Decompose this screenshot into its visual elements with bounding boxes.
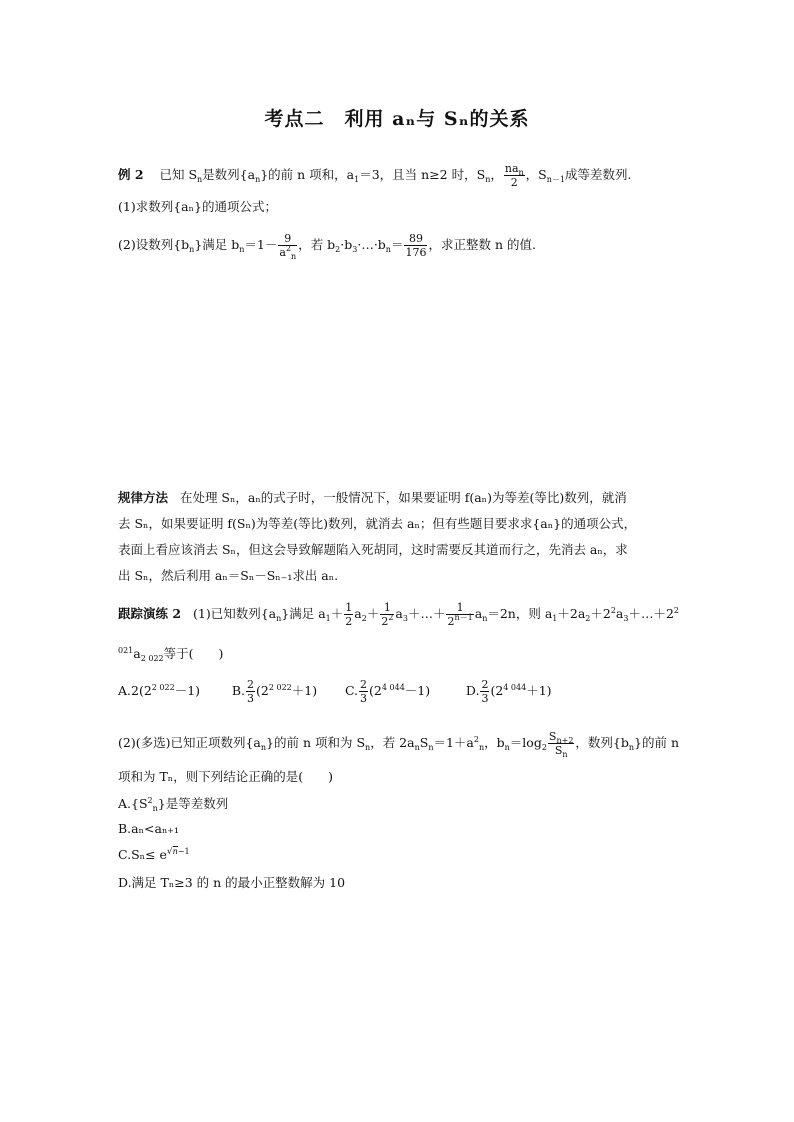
method-line-1: 规律方法 在处理 Sₙ，aₙ的式子时，一般情况下，如果要证明 f(aₙ)为等差(等比)数列，就消 [118, 490, 627, 505]
practice-1-options [118, 679, 552, 704]
question-2: (2)设数列$\{b_n\}$满足 $b_n=1-$ $\frac{9}{a^2_n}$ ，若 $b_2\cdot b_3\cdot\dots\cdot b_n=$ $\frac{89}{176}$ ，求正整数 n 的值. [118, 232, 536, 261]
fraction-nan-over-2: $\frac{na_n}{2}$ [504, 162, 524, 189]
option-c: C. $\frac{2}{3}$ $(2^{4 044}-1)$ [344, 678, 431, 705]
choice-c: $C.S_n\le e^{√n-1}$ [118, 847, 190, 862]
option-a: $A.2(2^{2 022}-1)$ [118, 683, 201, 698]
practice-label: 跟踪演练 2 [118, 606, 182, 621]
method-label: 规律方法 [118, 490, 169, 505]
method-line-3: 表面上看应该消去 Sₙ，但这会导致解题陷入死胡同，这时需要反其道而行之，先消去 aₙ，求 [118, 542, 628, 557]
practice-2-line-2: 项和为 Tₙ，则下列结论正确的是( ) [118, 769, 333, 784]
method-line-2: 去 Sₙ，如果要证明 f(Sₙ)为等差(等比)数列，就消去 aₙ；但有些题目要求求{aₙ}的通项公式， [118, 516, 637, 531]
page-title: 考点二 利用 aₙ与 Sₙ的关系 [264, 108, 530, 130]
question-1: (1)求数列{aₙ}的通项公式； [118, 199, 277, 214]
practice-1-line-1: 跟踪演练 2 (1)已知数列$\{a_n\}$满足 $a_1+$ $\frac{1}{2}$ $a_2+$ $\frac{1}{2^2}$ $a_3+\dots+$ $\frac{1}{2^{n-1}}$ $a_n=2n$，则 $a_1+2a_2+2^2a_3+\dots+2^2$ [118, 601, 680, 628]
method-line-4: 出 Sₙ，然后利用 aₙ＝Sₙ－Sₙ₋₁求出 aₙ. [118, 568, 339, 583]
choice-a: $A.\{S^2_n\}$是等差数列 [118, 796, 229, 813]
example-label: 例 2 [118, 167, 144, 182]
choice-d: D.满足 Tₙ≥3 的 n 的最小正整数解为 10 [118, 875, 346, 890]
option-d: D. $\frac{2}{3}$ $(2^{4 044}+1)$ [465, 678, 552, 705]
practice-2-line-1: (2)(多选)已知正项数列$\{a_n\}$的前 n 项和为 $S_n$，若 $2a_nS_n=1+a^2_n$，$b_n=\log_2$ $\frac{S_{n+2}}{S_n}$ ，数列$\{b_n\}$的前 n [118, 730, 680, 759]
practice-1-line-2: $^{021}a_{2 022}$等于( ) [118, 646, 224, 663]
option-b: B. $\frac{2}{3}$ $(2^{2 022}+1)$ [231, 678, 318, 705]
fraction-89-over-176: $\frac{89}{176}$ [405, 232, 427, 259]
fraction-9-over-an2: $\frac{9}{a^2_n}$ [279, 232, 297, 261]
choice-b: B.aₙ<aₙ₊₁ [118, 821, 179, 836]
example-2-statement: 例 2 已知 $S_n$是数列$\{a_n\}$的前 n 项和，$a_1=3$，且当 n≥2 时，$S_n$， $\frac{na_n}{2}$ ，$S_{n-1}$成等差数列. [118, 162, 632, 189]
fraction-sn2-over-sn: $\frac{S_{n+2}}{S_n}$ [548, 730, 574, 759]
